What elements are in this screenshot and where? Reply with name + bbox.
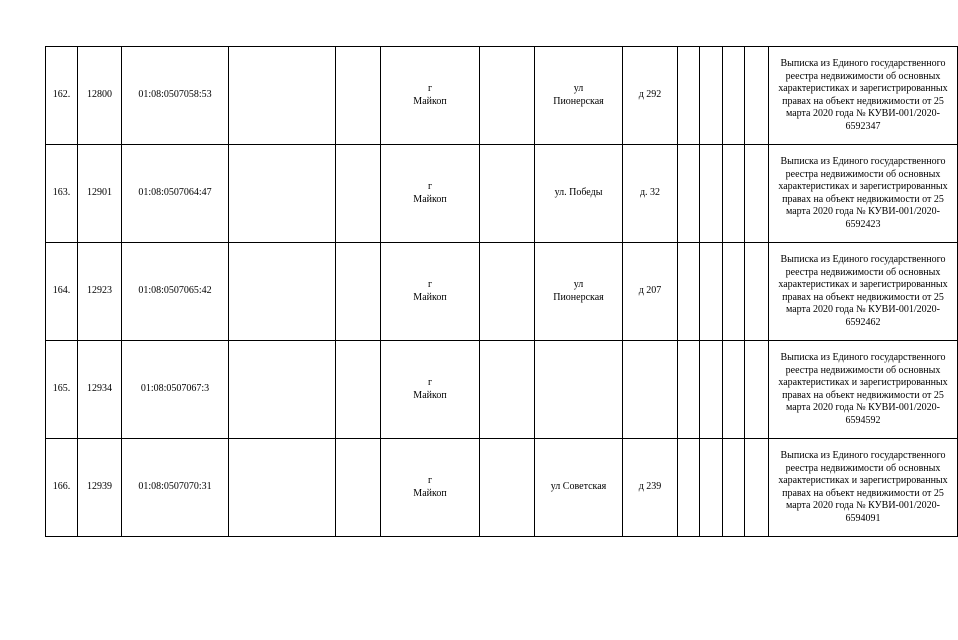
empty-cell [678, 439, 700, 537]
table-row [46, 243, 958, 341]
street-cell: ул Пионерская [535, 47, 623, 145]
empty-cell [723, 439, 745, 537]
empty-cell [229, 243, 336, 341]
object-id-cell: 12800 [78, 47, 122, 145]
table-row [46, 145, 958, 243]
street-cell: ул Пионерская [535, 243, 623, 341]
table-row [46, 47, 958, 145]
table-row [46, 439, 958, 537]
object-id-cell: 12934 [78, 341, 122, 439]
empty-cell [745, 47, 769, 145]
empty-cell [229, 341, 336, 439]
locality-cell: г Майкоп [381, 439, 480, 537]
locality-cell: г Майкоп [381, 47, 480, 145]
house-cell: д. 32 [623, 145, 678, 243]
empty-cell [723, 47, 745, 145]
empty-cell [700, 47, 723, 145]
house-cell: д 207 [623, 243, 678, 341]
table-row [46, 341, 958, 439]
object-id-cell: 12939 [78, 439, 122, 537]
empty-cell [678, 243, 700, 341]
empty-cell [336, 47, 381, 145]
document-cell: Выписка из Единого государственного реестра недвижимости об основных характеристиках и зарегистрированных правах на объект недвижимости от 25 марта 2020 года № КУВИ-001/2020-6592423 [769, 145, 958, 243]
cadastral-number-cell: 01:08:0507067:3 [122, 341, 229, 439]
empty-cell [480, 145, 535, 243]
cadastral-number-cell: 01:08:0507065:42 [122, 243, 229, 341]
house-cell [623, 341, 678, 439]
street-cell [535, 341, 623, 439]
empty-cell [336, 243, 381, 341]
empty-cell [480, 439, 535, 537]
table-body [46, 47, 958, 537]
empty-cell [678, 341, 700, 439]
empty-cell [723, 145, 745, 243]
empty-cell [229, 47, 336, 145]
registry-table [45, 46, 958, 537]
document-cell: Выписка из Единого государственного реестра недвижимости об основных характеристиках и зарегистрированных правах на объект недвижимости от 25 марта 2020 года № КУВИ-001/2020-6594592 [769, 341, 958, 439]
street-cell: ул. Победы [535, 145, 623, 243]
empty-cell [700, 145, 723, 243]
empty-cell [678, 47, 700, 145]
row-number-cell: 163. [46, 145, 78, 243]
document-cell: Выписка из Единого государственного реестра недвижимости об основных характеристиках и зарегистрированных правах на объект недвижимости от 25 марта 2020 года № КУВИ-001/2020-6592462 [769, 243, 958, 341]
empty-cell [745, 145, 769, 243]
empty-cell [229, 145, 336, 243]
empty-cell [229, 439, 336, 537]
empty-cell [336, 145, 381, 243]
empty-cell [480, 243, 535, 341]
empty-cell [700, 439, 723, 537]
empty-cell [678, 145, 700, 243]
empty-cell [723, 341, 745, 439]
row-number-cell: 164. [46, 243, 78, 341]
empty-cell [700, 341, 723, 439]
house-cell: д 239 [623, 439, 678, 537]
empty-cell [745, 243, 769, 341]
document-cell: Выписка из Единого государственного реестра недвижимости об основных характеристиках и зарегистрированных правах на объект недвижимости от 25 марта 2020 года № КУВИ-001/2020-6594091 [769, 439, 958, 537]
street-cell: ул Советская [535, 439, 623, 537]
empty-cell [480, 47, 535, 145]
document-cell: Выписка из Единого государственного реестра недвижимости об основных характеристиках и зарегистрированных правах на объект недвижимости от 25 марта 2020 года № КУВИ-001/2020-6592347 [769, 47, 958, 145]
empty-cell [336, 341, 381, 439]
row-number-cell: 166. [46, 439, 78, 537]
empty-cell [480, 341, 535, 439]
empty-cell [723, 243, 745, 341]
cadastral-number-cell: 01:08:0507070:31 [122, 439, 229, 537]
row-number-cell: 162. [46, 47, 78, 145]
cadastral-number-cell: 01:08:0507058:53 [122, 47, 229, 145]
empty-cell [745, 341, 769, 439]
locality-cell: г Майкоп [381, 341, 480, 439]
row-number-cell: 165. [46, 341, 78, 439]
empty-cell [700, 243, 723, 341]
empty-cell [745, 439, 769, 537]
cadastral-number-cell: 01:08:0507064:47 [122, 145, 229, 243]
object-id-cell: 12901 [78, 145, 122, 243]
house-cell: д 292 [623, 47, 678, 145]
object-id-cell: 12923 [78, 243, 122, 341]
locality-cell: г Майкоп [381, 243, 480, 341]
locality-cell: г Майкоп [381, 145, 480, 243]
empty-cell [336, 439, 381, 537]
